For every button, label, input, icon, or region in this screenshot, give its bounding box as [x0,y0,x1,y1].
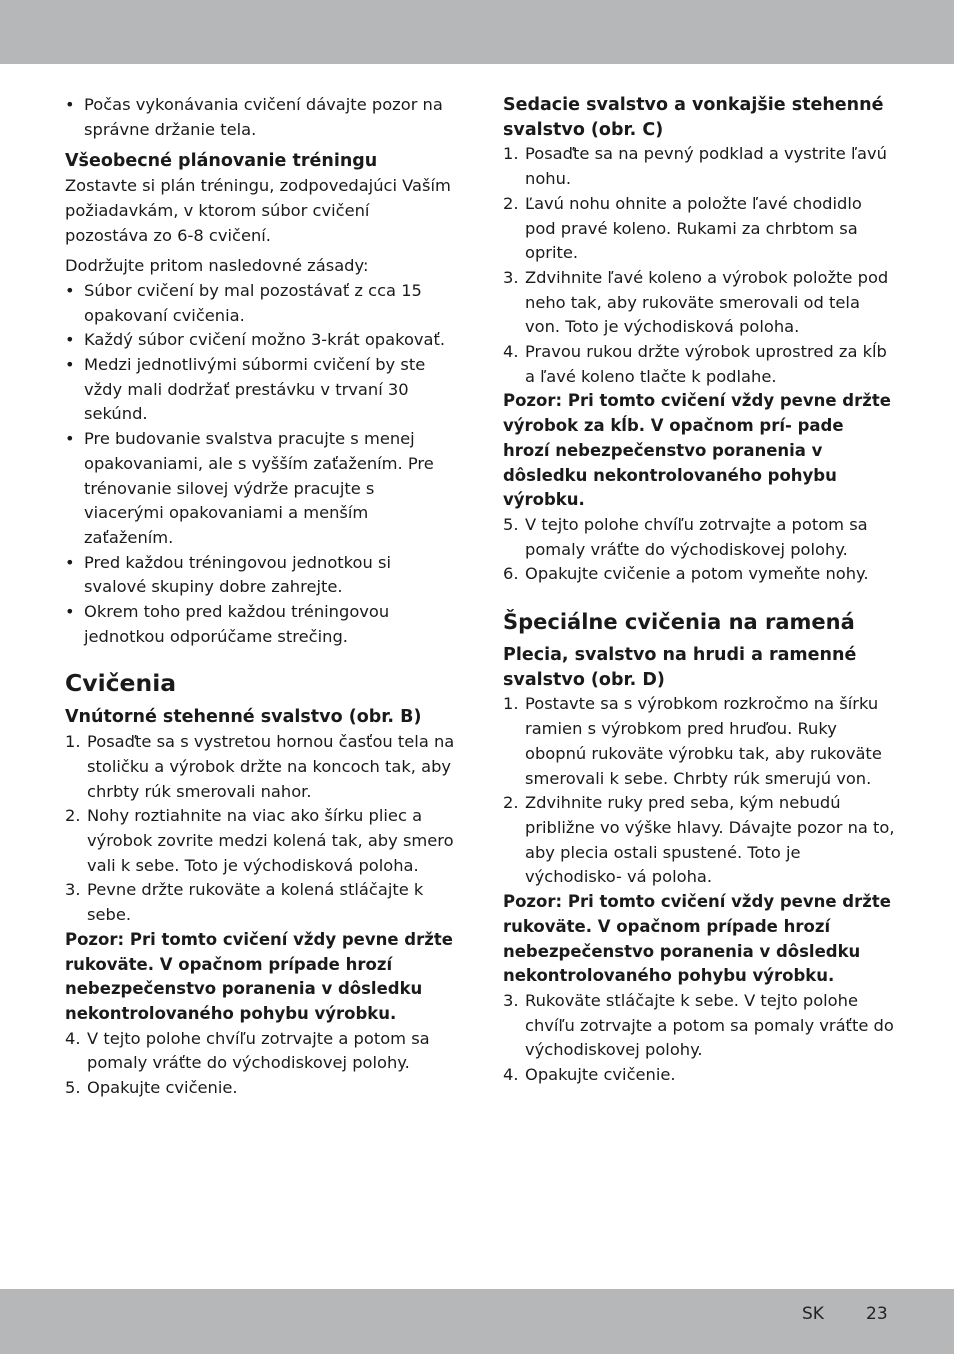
list-item: 2. Zdvihnite ruky pred seba, kým nebudú približne vo výške hlavy. Dávajte pozor na to, aby plecia ostali spustené. Toto je východisko- vá poloha. [503,793,895,887]
footer-language: SK [802,1304,824,1324]
bullet-icon: • [65,280,75,300]
list-item: • Pre budovanie svalstva pracujte s menej opakovaniami, ale s vyšším zaťažením. Pre trénovanie silovej výdrže pracujte s viacerými opakovaniami a menším zaťažením. [65,429,434,547]
list-item: 3. Zdvihnite ľavé koleno a výrobok položte pod neho tak, aby rukoväte smerovali od tela von. Toto je východisková poloha. [503,267,889,337]
list-item: 3. Pevne držte rukoväte a kolená stláčajte k sebe. [65,880,424,925]
list-item: • Súbor cvičení by mal pozostávať z cca 15 opakovaní cvičenia. [65,280,422,325]
section-c-heading: Sedacie svalstvo a vonkajšie stehenné svalstvo (obr. C) [503,95,884,140]
left-column [65,93,457,1101]
section-d-heading: Plecia, svalstvo na hrudi a ramenné svalstvo (obr. D) [503,645,857,690]
intro-bullet-list [65,93,457,142]
shoulders-title: Špeciálne cvičenia na ramená [503,610,855,635]
list-item: 1. Posaďte sa na pevný podklad a vystrite ľavú nohu. [503,144,887,189]
header-band [0,0,954,64]
list-item: 2. Ľavú nohu ohnite a položte ľavé chodidlo pod pravé koleno. Rukami za chrbtom sa oprite. [503,193,862,263]
section-d-steps [503,692,895,890]
list-item: • Počas vykonávania cvičení dávajte pozor na správne držanie tela. [65,95,443,139]
bullet-icon: • [65,602,75,622]
page-number: 23 [866,1304,888,1324]
list-item: 6. Opakujte cvičenie a potom vymeňte nohy. [503,564,869,584]
bullet-icon: • [65,330,75,350]
bullet-icon: • [65,429,75,449]
section-b-warning: Pozor: Pri tomto cvičení vždy pevne držte rukoväte. V opačnom prípade hrozí nebezpečenstvo poranenia v dôsledku nekontrolovaného pohybu výrobku. [65,929,453,1023]
list-item: 5. V tejto polohe chvíľu zotrvajte a potom sa pomaly vráťte do východiskovej polohy. [503,514,868,559]
section-d-warning: Pozor: Pri tomto cvičení vždy pevne držte rukoväte. V opačnom prípade hrozí nebezpečenstvo poranenia v dôsledku nekontrolovaného pohybu výrobku. [503,892,891,986]
list-item: 1. Postavte sa s výrobkom rozkročmo na šírku ramien s výrobkom pred hruďou. Ruky obopnú rukoväte výrobku tak, aby rukoväte smerovali k sebe. Chrbty rúk smerujú von. [503,694,882,788]
right-column [503,93,895,1088]
list-item: 4. Opakujte cvičenie. [503,1065,676,1085]
section-c-steps-continued [503,513,895,587]
list-item: 4. V tejto polohe chvíľu zotrvajte a potom sa pomaly vráťte do východiskovej polohy. [65,1028,430,1073]
list-item: 2. Nohy roztiahnite na viac ako šírku pliec a výrobok zovrite medzi kolená tak, aby smero vali k sebe. Toto je východisková poloha. [65,806,454,875]
list-item: • Medzi jednotlivými súbormi cvičení by ste vždy mali dodržať prestávku v trvaní 30 sekúnd. [65,355,426,424]
section-d-steps-continued [503,989,895,1088]
exercises-title: Cvičenia [65,669,177,698]
section-b-steps-continued [65,1027,457,1101]
list-item: 3. Rukoväte stláčajte k sebe. V tejto polohe chvíľu zotrvajte a potom sa pomaly vráťte do východiskovej polohy. [503,990,894,1060]
bullet-icon: • [65,95,75,114]
planning-paragraph: Zostavte si plán tréningu, zodpovedajúci Vaším požiadavkám, v ktorom súbor cvičení pozostáva zo 6-8 cvičení. [65,176,451,245]
section-c-warning: Pozor: Pri tomto cvičení vždy pevne držte výrobok za kĺb. V opačnom prí- pade hrozí nebezpečenstvo poranenia v dôsledku nekontrolovaného pohybu výrobku. [503,391,891,510]
rules-bullet-list [65,279,457,650]
list-item: 5. Opakujte cvičenie. [65,1078,238,1098]
section-c-steps [503,142,895,389]
section-b-steps [65,730,457,928]
bullet-icon: • [65,355,75,375]
list-item: • Každý súbor cvičení možno 3-krát opakovať. [65,328,457,353]
section-b-heading: Vnútorné stehenné svalstvo (obr. B) [65,707,422,728]
bullet-icon: • [65,552,75,572]
list-item: • Pred každou tréningovou jednotkou si svalové skupiny dobre zahrejte. [65,552,391,597]
rules-intro: Dodržujte pritom nasledovné zásady: [65,256,369,276]
list-item: 4. Pravou rukou držte výrobok uprostred za kĺb a ľavé koleno tlačte k podlahe. [503,342,887,386]
list-item: 1. Posaďte sa s vystretou hornou časťou tela na stoličku a výrobok držte na koncoch tak, aby chrbty rúk smerovali nahor. [65,732,455,801]
list-item: • Okrem toho pred každou tréningovou jednotkou odporúčame strečing. [65,602,390,646]
planning-heading: Všeobecné plánovanie tréningu [65,151,378,172]
